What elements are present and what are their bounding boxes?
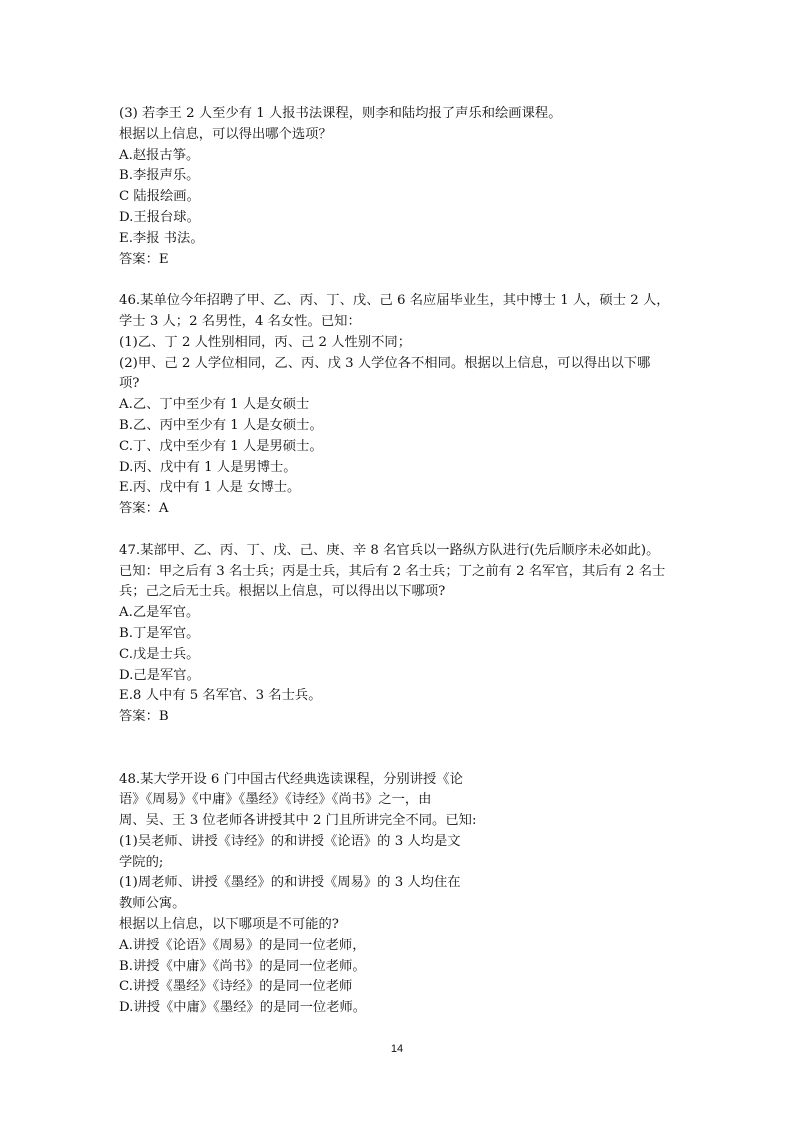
spacer: [119, 520, 679, 541]
answer: 答案：E: [119, 251, 169, 267]
question-text-line: 兵；己之后无士兵。根据以上信息，可以得出以下哪项?: [119, 584, 446, 600]
question-text-line: 47.某部甲、乙、丙、丁、戊、己、庚、辛 8 名官兵以一路纵方队进行(先后顺序未必如此)。: [119, 542, 660, 558]
option-e: E.李报 书法。: [119, 230, 204, 246]
option-c: C.讲授《墨经》《诗经》的是同一位老师: [119, 979, 353, 995]
option-d: D.己是军官。: [119, 667, 200, 683]
question-stem: 根据以上信息，可以得出哪个选项？: [119, 126, 332, 142]
question-text-line: (1)周老师、讲授《墨经》的和讲授《周易》的 3 人均住在: [119, 875, 461, 891]
question-text-line: (1)乙、丁 2 人性别相同，丙、己 2 人性别不同；: [119, 334, 412, 350]
option-b: B.丁是军官。: [119, 625, 200, 641]
question-48: [119, 770, 679, 1020]
option-c: C.丁、戊中至少有 1 人是男硕士。: [119, 438, 323, 454]
option-a: A.赵报古筝。: [119, 147, 200, 163]
option-e: E.丙、戊中有 1 人是 女博士。: [119, 480, 301, 496]
spacer: [119, 270, 679, 291]
question-text-line: 项?: [119, 376, 140, 392]
question-text-line: (1)吴老师、讲授《诗经》的和讲授《论语》的 3 人均是文: [119, 833, 461, 849]
option-c: C 陆报绘画。: [119, 189, 200, 205]
option-b: B.讲授《中庸》《尚书》的是同一位老师。: [119, 958, 366, 974]
question-text-line: 教师公寓。: [119, 896, 186, 912]
page-number: 14: [390, 1043, 404, 1055]
question-45-tail: [119, 104, 679, 270]
option-d: D.讲授《中庸》《墨经》的是同一位老师。: [119, 1000, 367, 1016]
option-a: A.乙是军官。: [119, 605, 200, 621]
option-d: D.王报台球。: [119, 209, 200, 225]
option-e: E.8 人中有 5 名军官、3 名士兵。: [119, 688, 322, 704]
question-text-line: 学士 3 人；2 名男性，4 名女性。已知：: [119, 313, 361, 329]
option-a: A.乙、丁中至少有 1 人是女硕士: [119, 397, 310, 413]
question-47: [119, 541, 679, 728]
option-b: B.乙、丙中至少有 1 人是女硕士。: [119, 417, 323, 433]
question-text-line: 根据以上信息，以下哪项是不可能的?: [119, 917, 339, 933]
question-text-line: 48.某大学开设 6 门中国古代经典选读课程，分别讲授《论: [119, 771, 463, 787]
question-text-line: 周、吴、王 3 位老师各讲授其中 2 门且所讲完全不同。已知:: [119, 813, 477, 829]
option-d: D.丙、戊中有 1 人是男博士。: [119, 459, 297, 475]
spacer: [119, 728, 679, 770]
question-46: [119, 291, 679, 520]
question-text-line: 学院的;: [119, 854, 164, 870]
question-text-line: 46.某单位今年招聘了甲、乙、丙、丁、戊、己 6 名应届毕业生，其中博士 1 人，硕士 2 人，: [119, 293, 670, 309]
answer: 答案：A: [119, 501, 169, 517]
question-text-line: 已知：甲之后有 3 名士兵；丙是士兵，其后有 2 名士兵；丁之前有 2 名军官，其后有 2 名士: [119, 563, 666, 579]
option-c: C.戊是士兵。: [119, 646, 200, 662]
question-text-line: (2)甲、己 2 人学位相同，乙、丙、戊 3 人学位各不相同。根据以上信息，可以得出以下哪: [119, 355, 651, 371]
option-a: A.讲授《论语》《周易》的是同一位老师，: [119, 937, 366, 953]
question-text-line: 语》《周易》《中庸》《墨经》《诗经》《尚书》之一，由: [119, 792, 432, 808]
answer: 答案：B: [119, 709, 169, 725]
condition-3: (3) 若李王 2 人至少有 1 人报书法课程，则李和陆均报了声乐和绘画课程。: [119, 106, 562, 121]
page-content: [119, 104, 679, 1019]
option-b: B.李报声乐。: [119, 168, 200, 184]
